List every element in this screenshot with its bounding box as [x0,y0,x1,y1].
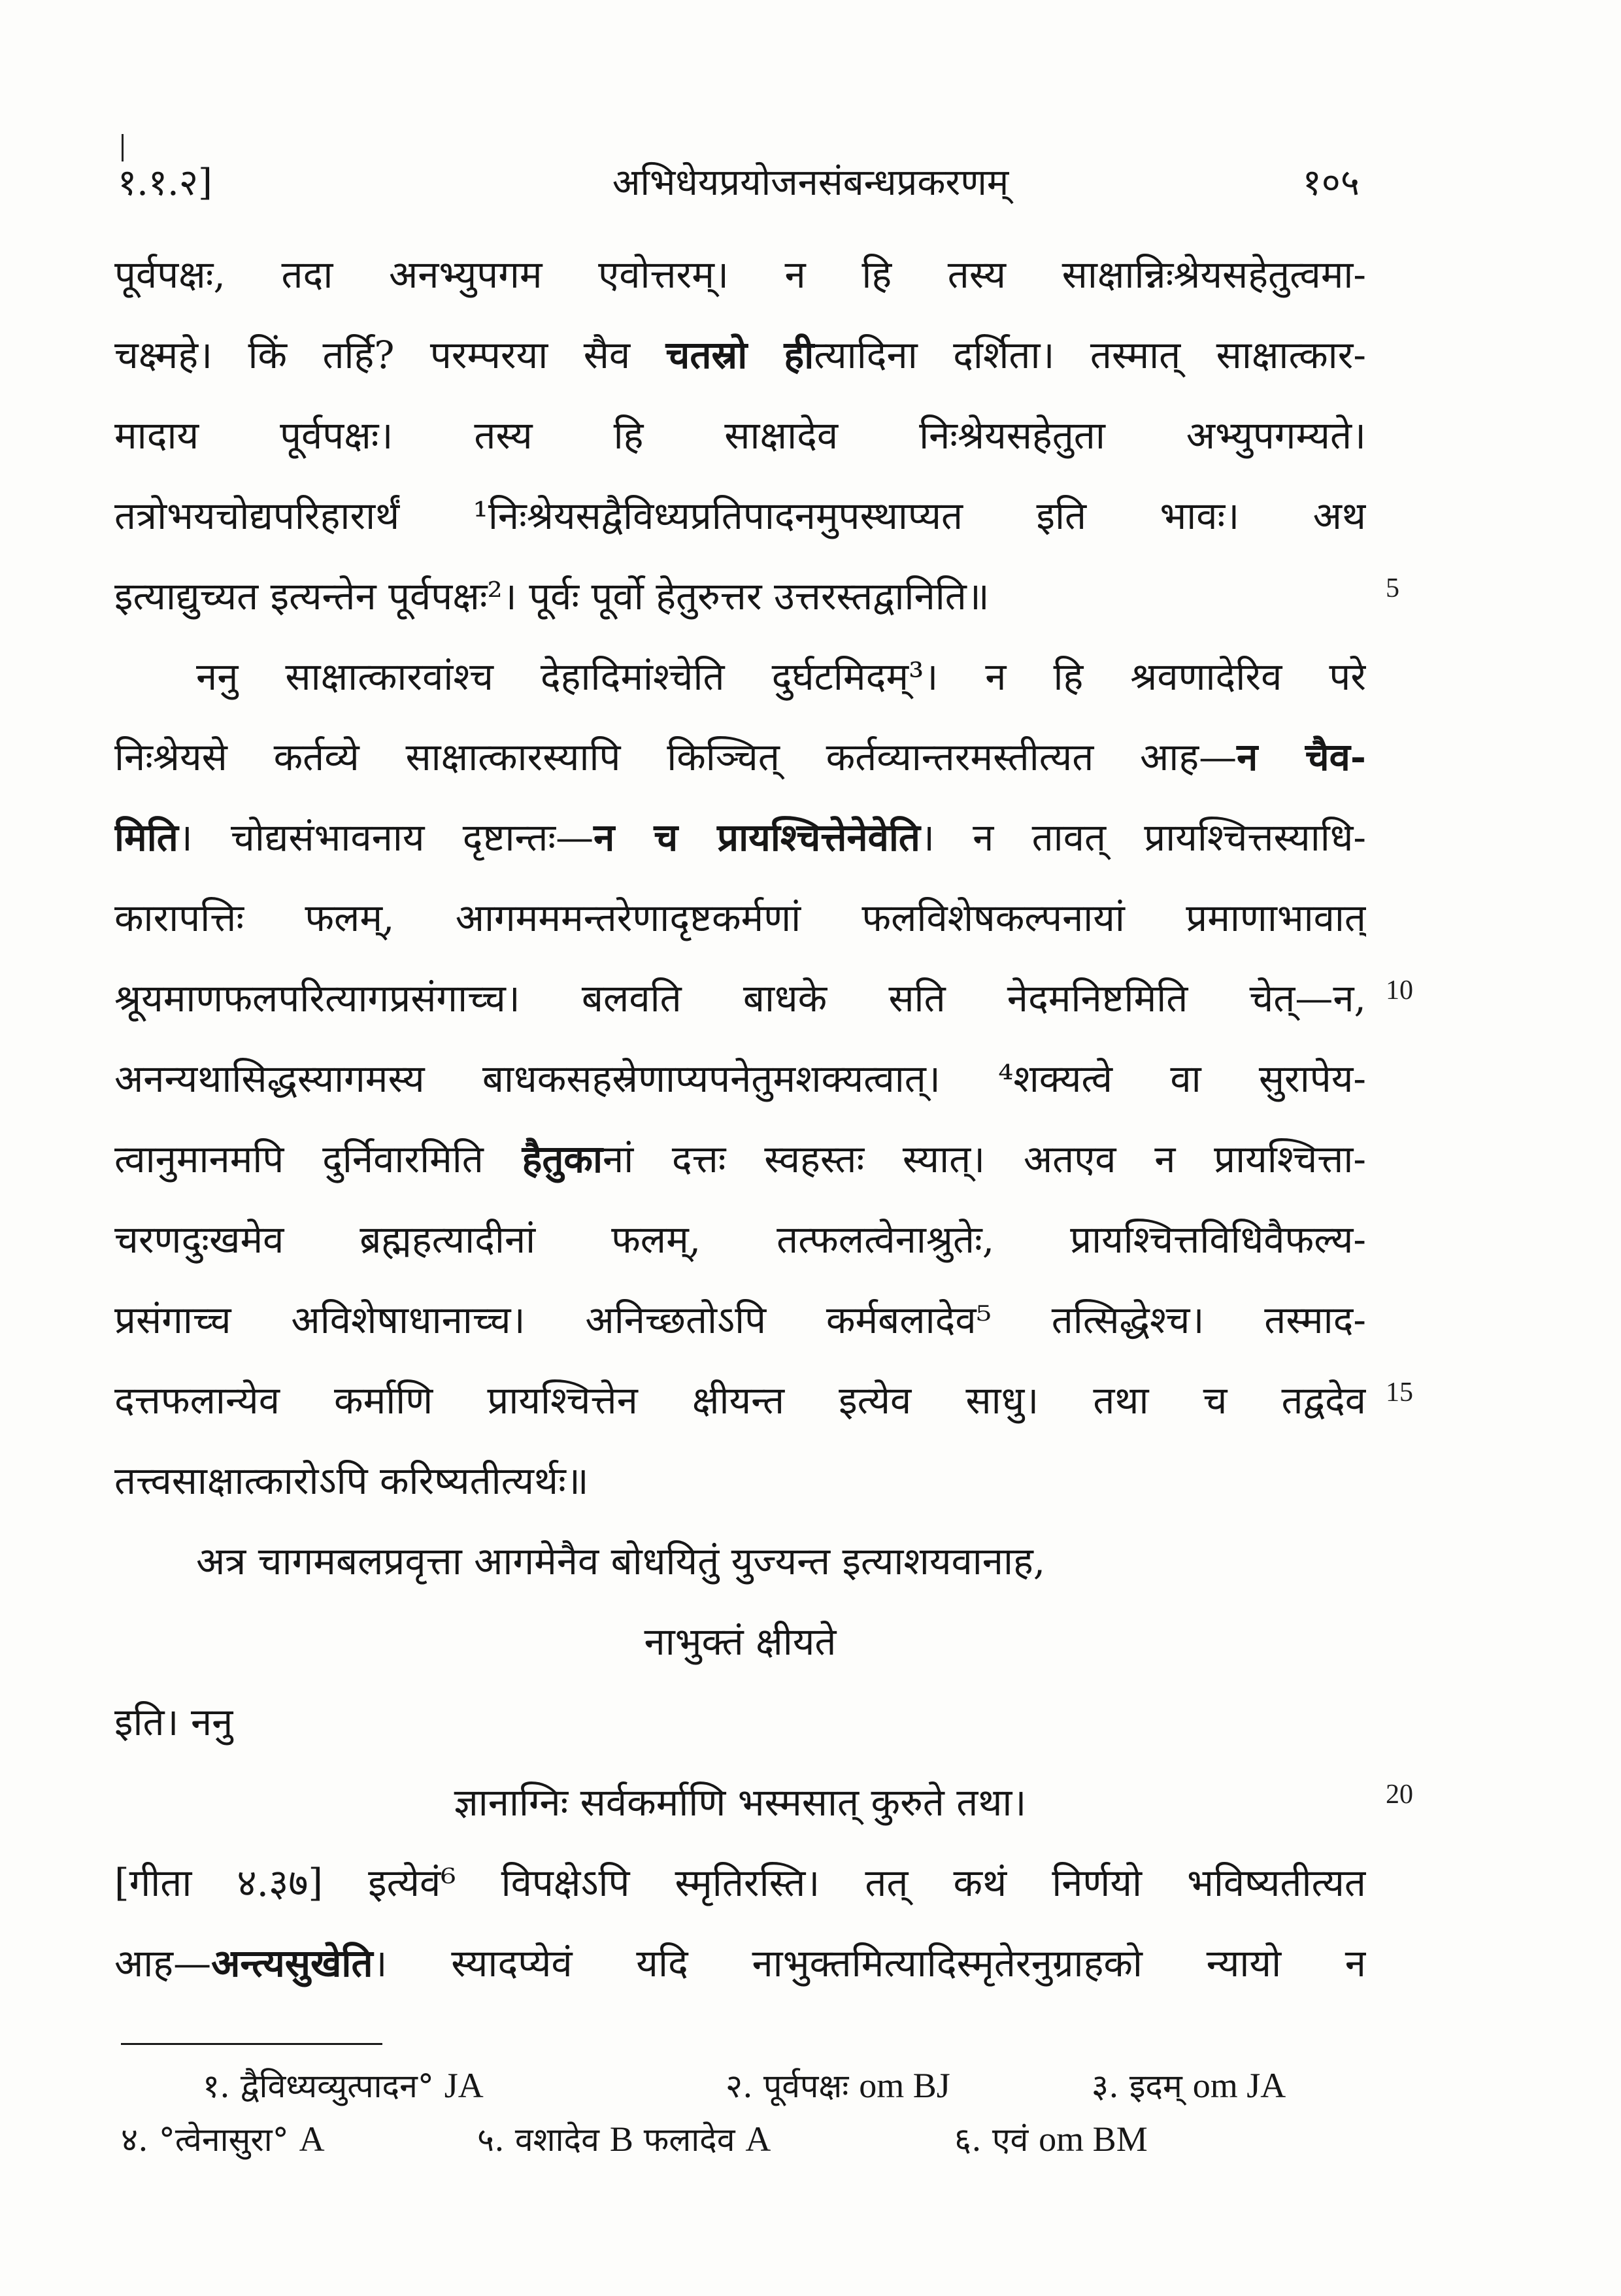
text-line [114,564,1366,629]
footnote-rule [121,2043,382,2045]
footnote-2: २. पूर्वपक्षः om BJ [726,2066,950,2105]
text-run: तत्त्वसाक्षात्कारोऽपि करिष्यतीत्यर्थः॥ [114,1459,589,1503]
bold-lemma: अन्त्यसुखेति [211,1941,373,1985]
footnote-6: ६. एवं om BM [954,2119,1148,2159]
text-run: अनन्यथासिद्धस्यागमस्य बाधकसहस्रेणाप्यपनेतुमशक्यत्वात्। ⁴शक्यत्वे वा सुरापेय- [114,1056,1366,1101]
text-run: आह— [114,1941,212,1985]
footnote-3: ३. इदम् om JA [1092,2066,1286,2105]
footnote-4: ४. °त्वेनासुरा° A [121,2119,325,2159]
line-number-5: 5 [1386,573,1399,603]
text-run: [गीता ४.३७] इत्येवं⁶ विपक्षेऽपि स्मृतिरस्ति। तत् कथं निर्णयो भविष्यतीत्यत [114,1861,1366,1905]
running-head-section: १.१.२] [118,161,212,204]
text-run: त्यादिना दर्शिता। तस्मात् साक्षात्कार- [814,333,1366,377]
running-head-title: अभिधेयप्रयोजनसंबन्धप्रकरणम् [612,161,1009,204]
text-line [114,242,1366,307]
footnote-5: ५. वशादेव B फलादेव A [477,2119,771,2159]
text-line [114,724,1366,790]
text-line [114,403,1366,468]
text-run: श्रूयमाणफलपरित्यागप्रसंगाच्च। बलवति बाधके सति नेदमनिष्टमिति चेत्—न, [114,976,1366,1021]
footnote-1: १. द्वैविध्यव्युत्पादन° JA [203,2066,484,2105]
text-line [114,1368,1366,1433]
text-line [114,1287,1366,1353]
bold-lemma: न च प्रायश्चित्तेनेवेति [593,815,920,860]
text-run: अत्र चागमबलप्रवृत्ता आगमेनैव बोधयितुं युज्यन्त इत्याशयवानाह, [196,1539,1046,1583]
text-run: ज्ञानाग्निः सर्वकर्माणि भस्मसात् कुरुते तथा। [454,1780,1027,1825]
page-number: १०५ [1302,161,1360,204]
text-line [114,1770,1366,1835]
text-line [114,805,1366,870]
text-run: मादाय पूर्वपक्षः। तस्य हि साक्षादेव निःश्रेयसहेतुता अभ्युपगम्यते। [114,413,1366,458]
text-run: । स्यादप्येवं यदि नाभुक्तमित्यादिस्मृतेरनुग्राहको न्यायो न [373,1941,1366,1985]
bold-lemma: मिति [114,815,178,860]
text-run: ¹निःश्रेयसद्वैविध्यप्रतिपादनमुपस्थाप्यत इति भावः। अथ [473,494,1366,538]
text-line [114,1046,1366,1111]
text-run: चक्ष्महे। किं तर्हि? परम्परया सैव [114,333,666,377]
text-run: दत्तफलान्येव कर्माणि प्रायश्चित्तेन क्षीयन्त इत्येव साधु। तथा च तद्वदेव [114,1378,1366,1423]
text-run: ननु साक्षात्कारवांश्च देहादिमांश्चेति दुर्घटमिदम्³। न हि श्रवणादेरिव परे [196,654,1366,699]
text-run: इत्याद्युच्यत इत्यन्तेन पूर्वपक्षः²। पूर्वः पूर्वो हेतुरुत्तर उत्तरस्तद्वानिति॥ [114,574,990,618]
text-run: । चोद्यसंभावनाय दृष्टान्तः— [178,815,594,860]
text-line [114,1207,1366,1272]
text-line [114,885,1366,951]
text-line [114,966,1366,1031]
text-line [114,1689,1366,1755]
text-run: नां दत्तः स्वहस्तः स्यात्। अतएव न प्रायश्चित्ता- [603,1137,1366,1181]
text-run: चरणदुःखमेव ब्रह्महत्यादीनां फलम्, तत्फलत्वेनाश्रुतेः, प्रायश्चित्तविधिवैफल्य- [114,1217,1366,1262]
text-run: इति। ननु [114,1700,233,1744]
text-line [196,644,1366,709]
text-run: त्वानुमानमपि दुर्निवारमिति [114,1137,522,1181]
text-run: तत्रोभयचोद्यपरिहारार्थं [114,494,473,538]
bold-lemma: न चैव- [1237,735,1366,779]
text-line [114,1931,1366,1996]
text-run: निःश्रेयसे कर्तव्ये साक्षात्कारस्यापि किञ्चित् कर्तव्यान्तरमस्तीत्यत आह— [114,735,1237,779]
line-number-20: 20 [1386,1780,1413,1810]
text-line [114,1448,1366,1513]
text-run: प्रसंगाच्च अविशेषाधानाच्च। अनिच्छतोऽपि कर्मबलादेव⁵ तत्सिद्धेश्च। तस्माद- [114,1298,1366,1342]
text-run: । न तावत् प्रायश्चित्तस्याधि- [920,815,1366,860]
text-line [114,1126,1366,1192]
text-line [114,322,1366,388]
text-line [114,1609,1366,1674]
text-run: पूर्वपक्षः, तदा अनभ्युपगम एवोत्तरम्। न हि तस्य साक्षान्निःश्रेयसहेतुत्वमा- [114,252,1366,297]
text-run: नाभुक्तं क्षीयते [644,1619,837,1664]
bold-lemma: चतस्रो ही [665,333,814,377]
text-line [114,1850,1366,1916]
text-line [114,483,1366,549]
text-run: कारापत्तिः फलम्, आगमममन्तरेणादृष्टकर्मणां फलविशेषकल्पनायां प्रमाणाभावात् [114,896,1366,940]
line-number-15: 15 [1386,1377,1413,1408]
bold-lemma: हैतुका [522,1137,603,1181]
line-number-10: 10 [1386,975,1413,1005]
text-line [196,1528,1366,1594]
